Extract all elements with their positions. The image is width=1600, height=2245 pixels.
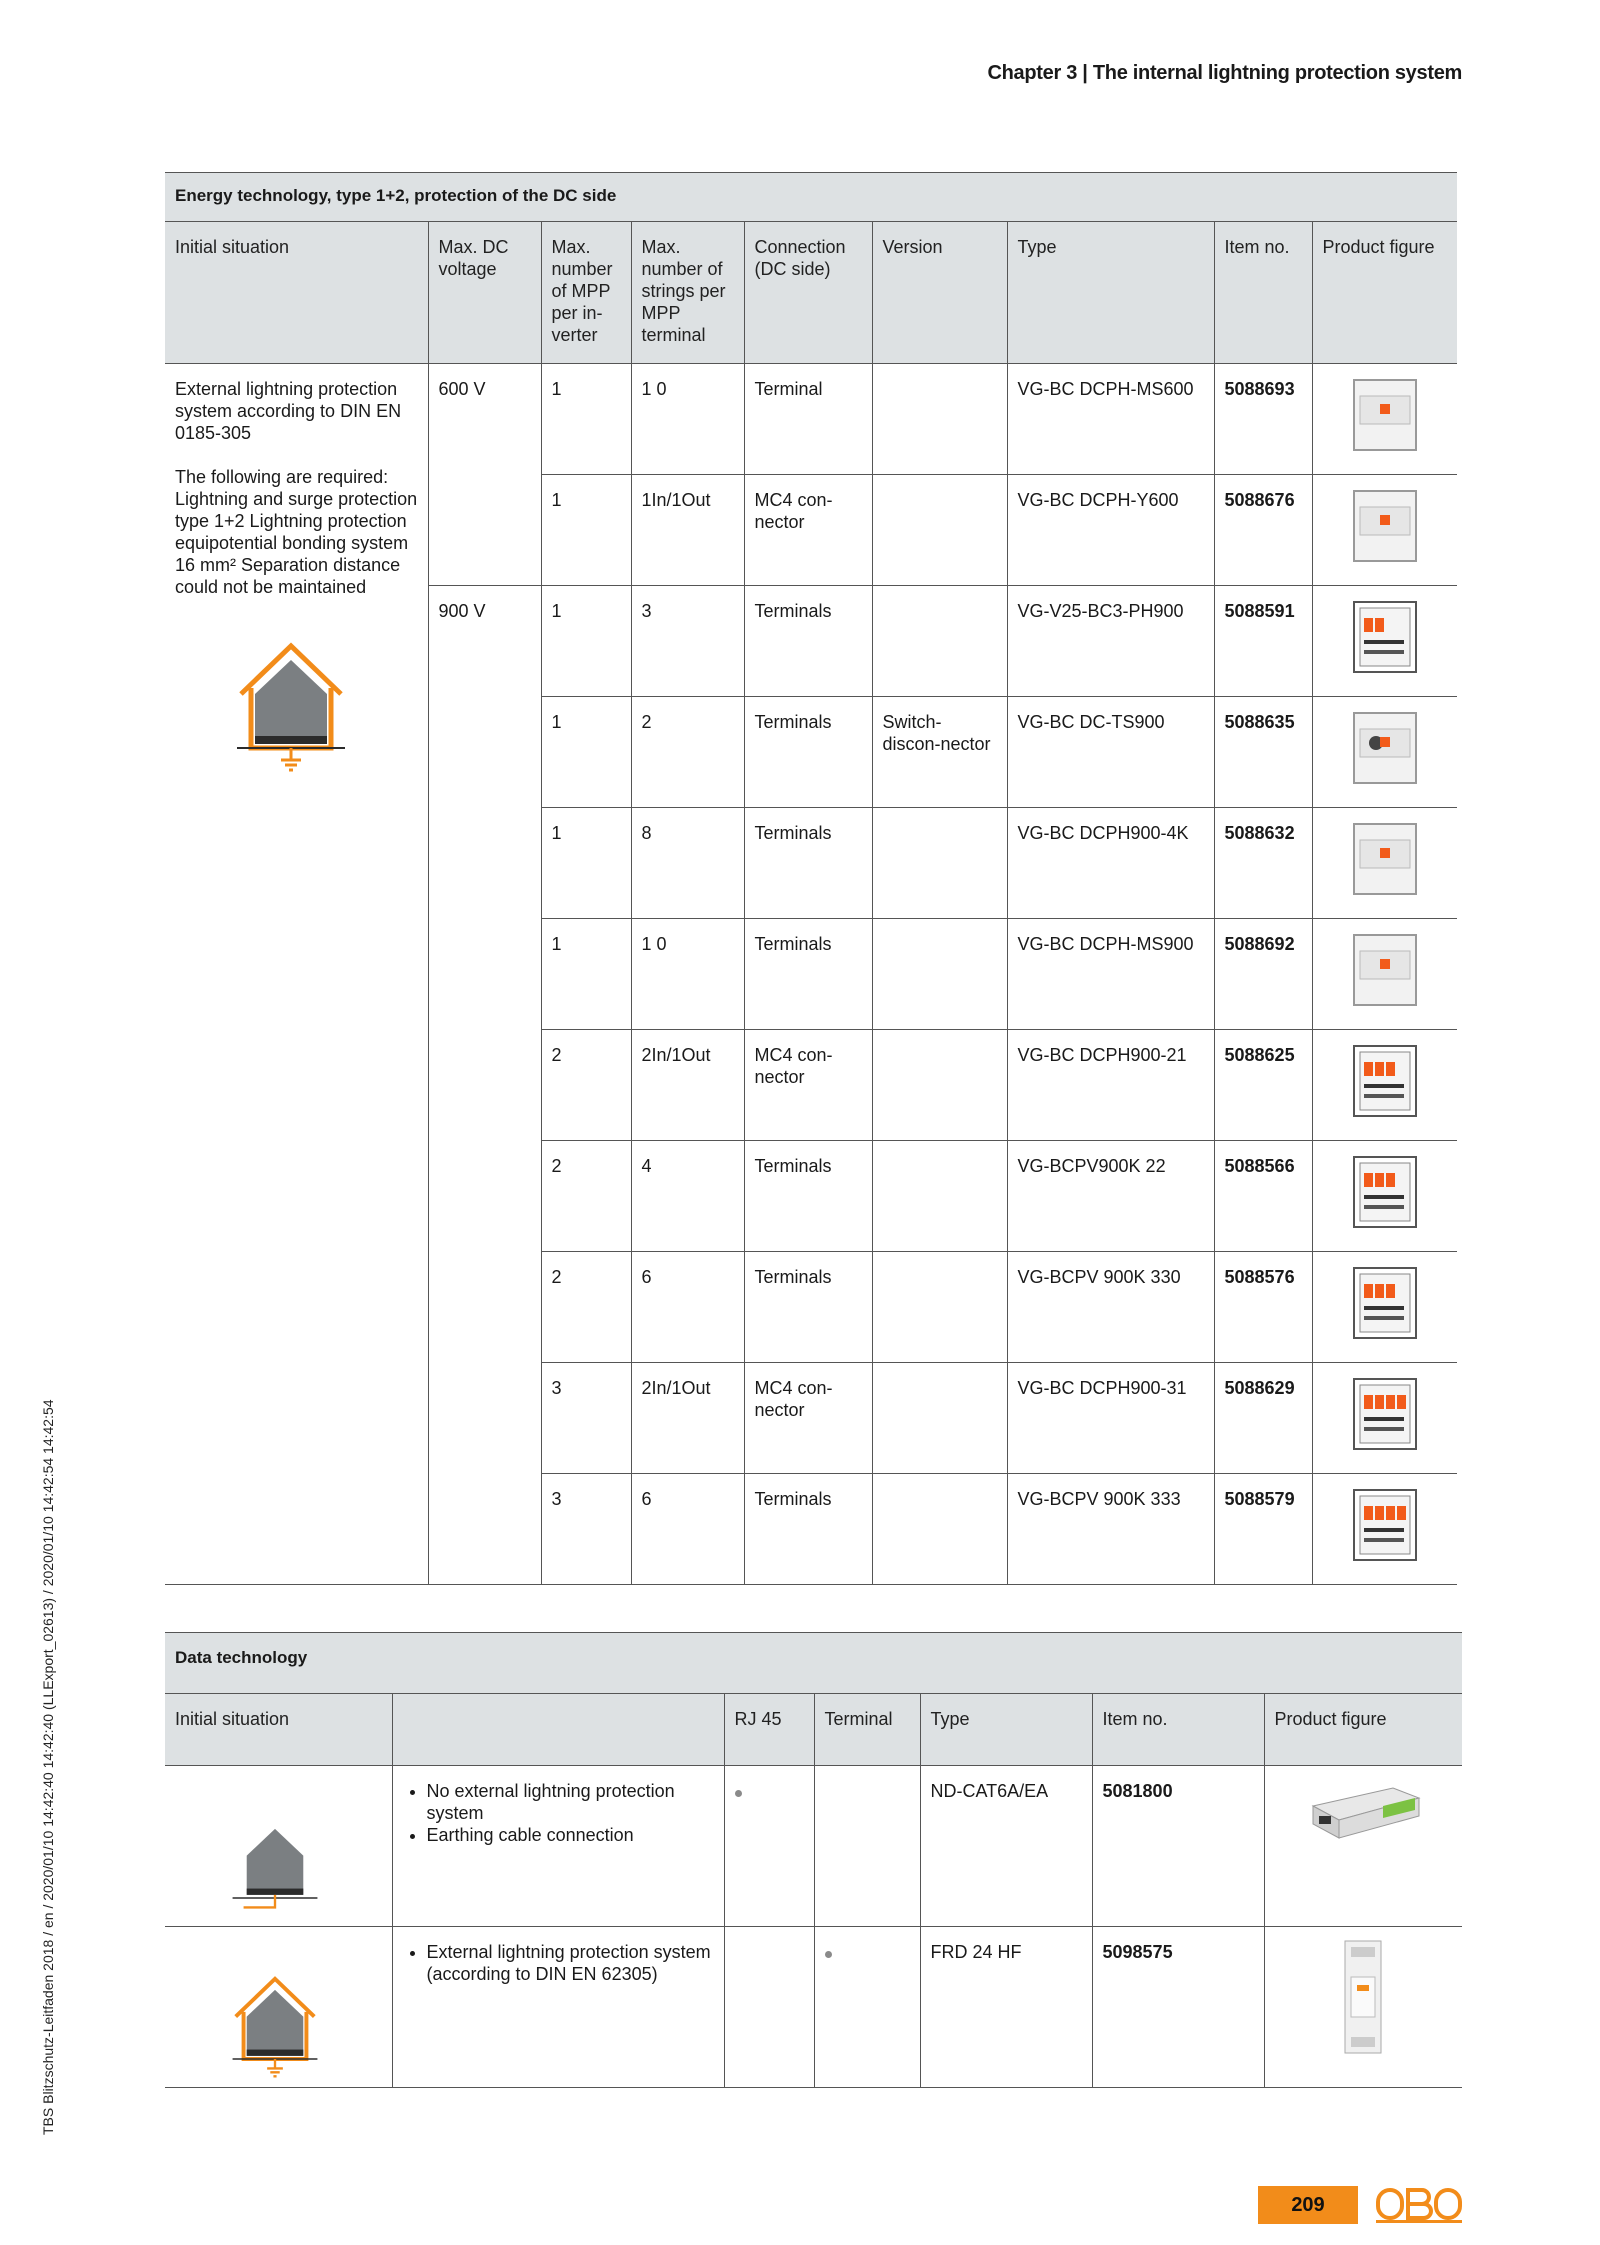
data-table-title: Data technology xyxy=(165,1633,1462,1694)
conditions-cell xyxy=(392,1766,724,1927)
item-no-cell: 5088629 xyxy=(1214,1363,1312,1474)
product-figure-icon xyxy=(1350,596,1420,680)
col-initial-situation: Initial situation xyxy=(165,222,428,364)
version-cell: Switch-discon-nector xyxy=(872,697,1007,808)
strings-cell: 4 xyxy=(631,1141,744,1252)
connection-cell: Terminals xyxy=(744,1252,872,1363)
product-figure-icon xyxy=(1350,1262,1420,1346)
mpp-cell: 1 xyxy=(541,697,631,808)
terminal-cell xyxy=(814,1766,920,1927)
product-figure-cell xyxy=(1264,1766,1462,1927)
version-cell xyxy=(872,1252,1007,1363)
product-figure-cell xyxy=(1312,697,1457,808)
item-no-cell: 5088676 xyxy=(1214,475,1312,586)
condition-item: • External lightning protection system (according to DIN EN 62305) xyxy=(427,1941,716,1985)
strings-cell: 6 xyxy=(631,1252,744,1363)
col-type: Type xyxy=(920,1694,1092,1766)
product-figure-cell xyxy=(1312,1141,1457,1252)
initial-situation-cell xyxy=(165,1927,392,2088)
table-row xyxy=(165,1766,1462,1927)
product-figure-icon xyxy=(1350,1151,1420,1235)
surge-protector-cat6-icon xyxy=(1303,1776,1423,1846)
product-figure-icon xyxy=(1350,1373,1420,1457)
product-figure-icon xyxy=(1350,1484,1420,1568)
strings-cell: 2 xyxy=(631,697,744,808)
item-no-cell: 5088566 xyxy=(1214,1141,1312,1252)
type-cell: VG-BC DCPH-MS600 xyxy=(1007,364,1214,475)
col-connection: Connection (DC side) xyxy=(744,222,872,364)
initial-situation-cell xyxy=(165,364,428,1585)
strings-cell: 6 xyxy=(631,1474,744,1585)
item-no-cell: 5088591 xyxy=(1214,586,1312,697)
mpp-cell: 3 xyxy=(541,1363,631,1474)
energy-table-title: Energy technology, type 1+2, protection of the DC side xyxy=(165,173,1457,222)
product-figure-icon xyxy=(1350,707,1420,791)
energy-technology-table xyxy=(165,172,1457,1585)
voltage-cell: 900 V xyxy=(428,586,541,1585)
connection-cell: Terminals xyxy=(744,808,872,919)
col-product-figure: Product figure xyxy=(1264,1694,1462,1766)
col-type: Type xyxy=(1007,222,1214,364)
product-figure-cell xyxy=(1312,364,1457,475)
item-no-cell: 5081800 xyxy=(1092,1766,1264,1927)
version-cell xyxy=(872,1363,1007,1474)
col-rj45: RJ 45 xyxy=(724,1694,814,1766)
type-cell: VG-BCPV 900K 333 xyxy=(1007,1474,1214,1585)
terminal-cell xyxy=(814,1927,920,2088)
mpp-cell: 1 xyxy=(541,919,631,1030)
product-figure-cell xyxy=(1312,1252,1457,1363)
version-cell xyxy=(872,475,1007,586)
strings-cell: 1 0 xyxy=(631,364,744,475)
type-cell: VG-BC DCPH900-21 xyxy=(1007,1030,1214,1141)
connection-cell: Terminals xyxy=(744,1141,872,1252)
product-figure-cell xyxy=(1312,475,1457,586)
product-figure-cell xyxy=(1312,919,1457,1030)
product-figure-icon xyxy=(1350,374,1420,458)
applicable-dot-icon xyxy=(735,1790,742,1797)
connection-cell: MC4 con-nector xyxy=(744,475,872,586)
mpp-cell: 1 xyxy=(541,364,631,475)
col-version: Version xyxy=(872,222,1007,364)
condition-item: • No external lightning protection system xyxy=(427,1780,716,1824)
mpp-cell: 2 xyxy=(541,1030,631,1141)
type-cell: FRD 24 HF xyxy=(920,1927,1092,2088)
product-figure-cell xyxy=(1312,1474,1457,1585)
rj45-cell xyxy=(724,1927,814,2088)
type-cell: VG-BC DC-TS900 xyxy=(1007,697,1214,808)
applicable-dot-icon xyxy=(825,1951,832,1958)
type-cell: VG-BCPV 900K 330 xyxy=(1007,1252,1214,1363)
connection-cell: MC4 con-nector xyxy=(744,1363,872,1474)
conditions-cell xyxy=(392,1927,724,2088)
page-number: 209 xyxy=(1258,2186,1358,2224)
item-no-cell: 5098575 xyxy=(1092,1927,1264,2088)
col-item-no: Item no. xyxy=(1092,1694,1264,1766)
item-no-cell: 5088579 xyxy=(1214,1474,1312,1585)
type-cell: VG-BC DCPH900-31 xyxy=(1007,1363,1214,1474)
house-no-protection-icon xyxy=(225,1810,325,1920)
mpp-cell: 3 xyxy=(541,1474,631,1585)
product-figure-icon xyxy=(1350,485,1420,569)
col-product-figure: Product figure xyxy=(1312,222,1457,364)
mpp-cell: 2 xyxy=(541,1141,631,1252)
mpp-cell: 1 xyxy=(541,475,631,586)
type-cell: VG-BCPV900K 22 xyxy=(1007,1141,1214,1252)
item-no-cell: 5088576 xyxy=(1214,1252,1312,1363)
product-figure-cell xyxy=(1312,586,1457,697)
version-cell xyxy=(872,1030,1007,1141)
strings-cell: 8 xyxy=(631,808,744,919)
voltage-cell: 600 V xyxy=(428,364,541,586)
situation-text-2: The following are required: Lightning and surge protection type 1+2 Lightning protection equipotential bonding system 16 mm² Separation distance could not be maintained xyxy=(175,467,418,597)
data-technology-table xyxy=(165,1632,1462,2088)
col-max-mpp: Max. number of MPP per in-verter xyxy=(541,222,631,364)
rj45-cell xyxy=(724,1766,814,1927)
connection-cell: Terminal xyxy=(744,364,872,475)
table-row xyxy=(165,1927,1462,2088)
product-figure-cell xyxy=(1264,1927,1462,2088)
version-cell xyxy=(872,1474,1007,1585)
table-row xyxy=(165,364,1457,475)
connection-cell: Terminals xyxy=(744,919,872,1030)
item-no-cell: 5088693 xyxy=(1214,364,1312,475)
situation-text-1: External lightning protection system according to DIN EN 0185-305 xyxy=(175,379,402,443)
version-cell xyxy=(872,919,1007,1030)
connection-cell: Terminals xyxy=(744,1474,872,1585)
product-figure-cell xyxy=(1312,1030,1457,1141)
version-cell xyxy=(872,364,1007,475)
chapter-header: Chapter 3 | The internal lightning protection system xyxy=(987,62,1462,84)
mpp-cell: 2 xyxy=(541,1252,631,1363)
item-no-cell: 5088635 xyxy=(1214,697,1312,808)
strings-cell: 1 0 xyxy=(631,919,744,1030)
col-max-dc-voltage: Max. DC voltage xyxy=(428,222,541,364)
version-cell xyxy=(872,1141,1007,1252)
product-figure-icon xyxy=(1350,929,1420,1013)
product-figure-cell xyxy=(1312,1363,1457,1474)
connection-cell: MC4 con-nector xyxy=(744,1030,872,1141)
condition-item: • Earthing cable connection xyxy=(427,1824,716,1846)
col-max-strings: Max. number of strings per MPP terminal xyxy=(631,222,744,364)
type-cell: VG-V25-BC3-PH900 xyxy=(1007,586,1214,697)
type-cell: VG-BC DCPH900-4K xyxy=(1007,808,1214,919)
strings-cell: 2In/1Out xyxy=(631,1363,744,1474)
col-initial-situation: Initial situation xyxy=(165,1694,392,1766)
item-no-cell: 5088692 xyxy=(1214,919,1312,1030)
item-no-cell: 5088625 xyxy=(1214,1030,1312,1141)
house-lightning-protection-icon xyxy=(225,1971,325,2081)
product-figure-icon xyxy=(1350,818,1420,902)
item-no-cell: 5088632 xyxy=(1214,808,1312,919)
strings-cell: 3 xyxy=(631,586,744,697)
connection-cell: Terminals xyxy=(744,586,872,697)
version-cell xyxy=(872,586,1007,697)
mpp-cell: 1 xyxy=(541,586,631,697)
type-cell: VG-BC DCPH-MS900 xyxy=(1007,919,1214,1030)
col-terminal: Terminal xyxy=(814,1694,920,1766)
strings-cell: 1In/1Out xyxy=(631,475,744,586)
side-print-note: TBS Blitzschutz-Leitfaden 2018 / en / 2020/01/10 14:42:40 14:42:40 (LLExport_02613) / 2020/01/10 14:42:54 14:42:54 xyxy=(40,1399,56,2135)
connection-cell: Terminals xyxy=(744,697,872,808)
product-figure-icon xyxy=(1350,1040,1420,1124)
initial-situation-cell xyxy=(165,1766,392,1927)
version-cell xyxy=(872,808,1007,919)
type-cell: ND-CAT6A/EA xyxy=(920,1766,1092,1927)
col-conditions xyxy=(392,1694,724,1766)
obo-logo-icon xyxy=(1376,2186,1462,2224)
strings-cell: 2In/1Out xyxy=(631,1030,744,1141)
house-lightning-protection-icon xyxy=(231,636,351,776)
col-item-no: Item no. xyxy=(1214,222,1312,364)
mpp-cell: 1 xyxy=(541,808,631,919)
product-figure-cell xyxy=(1312,808,1457,919)
type-cell: VG-BC DCPH-Y600 xyxy=(1007,475,1214,586)
din-rail-protector-icon xyxy=(1333,1937,1393,2057)
